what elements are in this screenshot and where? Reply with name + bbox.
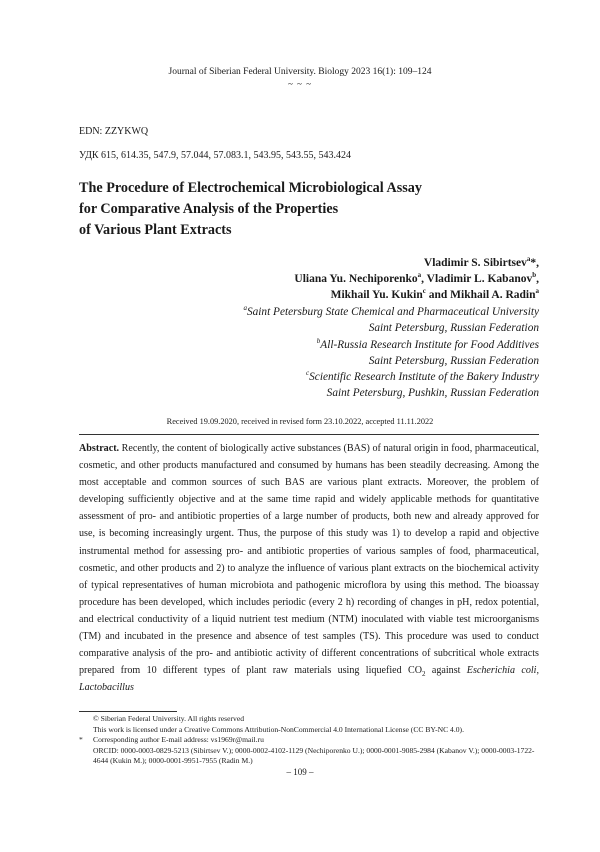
title-line: The Procedure of Electrochemical Microbiological Assay xyxy=(79,180,422,196)
abstract-species: Escherichia coli, Lactobacillus xyxy=(79,665,539,694)
affiliation-mark: b xyxy=(316,336,321,345)
author-name: Mikhail Yu. Kukin xyxy=(330,289,423,301)
abstract-tail: against xyxy=(425,665,467,677)
footnote xyxy=(79,746,539,767)
edn-code: EDN: ZZYKWQ xyxy=(79,126,149,137)
author-line xyxy=(119,255,539,271)
abstract-text: Recently, the content of biologically active substances (BAS) of natural origin in food, pharmaceutical, cosmetic, and other products manufactured and consumed by humans has been steadily decreasing. Among the most acceptable and common sources of such BAS are various plant extracts. Moreover, the problem of developing sufficiently objective and at the same time rapid and widely applicable methods for quantitative assessment of pro- and antibiotic properties of a large number of products, both new and already approved for use, is becoming increasingly urgent. Thus, the purpose of this study was 1) to develop a rapid and objective instrumental method for assessing pro- and antibiotic properties of various samples of food, pharmaceutical, cosmetic, and other products and 2) to analyze the influence of various plant extracts on the biochemical activity of typical representatives of human microbiota and pathogenic microflora by using this method. The bioassay procedure has been developed, which includes periodic (every 2 h) recording of changes in pH, redox potential, and electrical conductivity of a liquid nutrient test medium (NTM) inoculated with viable test microorganisms (TM) and incubated in the presence and absence of test samples (TS). This procedure was used to conduct comparative analysis of the pro- and antibiotic activity of different concentrations of subcritical whole extracts prepared from 10 different types of plant raw materials using liquefied CO xyxy=(79,443,539,677)
footnote: * Corresponding author E-mail address: vs1969r@mail.ru xyxy=(79,735,264,745)
corresponding-email: Corresponding author E-mail address: vs1969r@mail.ru xyxy=(93,735,264,745)
affiliation-org: $^c$Scientific Research Institute of the Bakery Industry xyxy=(306,369,539,384)
footnote-divider xyxy=(79,711,177,712)
author-separator: , xyxy=(421,273,427,285)
footnotes xyxy=(79,714,539,767)
abstract-subscript: 2 xyxy=(422,670,426,679)
affiliation-mark: c xyxy=(306,369,310,378)
affiliations xyxy=(79,304,539,402)
affiliation-mark: a xyxy=(243,304,247,313)
author-line xyxy=(119,271,539,287)
author-separator: , xyxy=(536,273,539,285)
author-name: Uliana Yu. Nechiporenko xyxy=(294,273,418,285)
affiliation-org: $^b$All-Russia Research Institute for Food Additives xyxy=(316,336,539,351)
author-affil-mark: a xyxy=(526,255,531,264)
udk-code: УДК 615, 614.35, 547.9, 57.044, 57.083.1, 543.95, 543.55, 543.424 xyxy=(79,150,352,161)
author-list xyxy=(119,255,539,303)
divider xyxy=(79,434,539,435)
corresponding-mark: *, xyxy=(530,257,539,269)
affiliation-city: Saint Petersburg, Pushkin, Russian Federation xyxy=(326,387,539,400)
journal-header: Journal of Siberian Federal University. Biology 2023 16(1): 109–124 xyxy=(168,67,432,77)
abstract-label: Abstract. xyxy=(79,443,120,454)
article-title xyxy=(79,178,499,241)
author-affil-mark: a xyxy=(535,287,539,296)
author-affil-mark: b xyxy=(532,271,537,280)
orcid-list: ORCID: 0000-0003-0829-5213 (Sibirtsev V.); 0000-0002-4102-1129 (Nechiporenko U.); 0000-0001-9085-2984 (Kabanov V.); 0000-0003-1722-4644 (Kukin M.); 0000-0001-9951-7955 (Radin M.) xyxy=(93,745,535,766)
author-affil-mark: c xyxy=(422,287,426,296)
author-name: Mikhail A. Radin xyxy=(450,289,536,301)
author-line xyxy=(119,287,539,303)
separator: ~ ~ ~ xyxy=(287,79,313,89)
author-name: Vladimir L. Kabanov xyxy=(426,273,533,285)
page-number: – 109 – xyxy=(286,767,314,777)
author-name: Vladimir S. Sibirtsev xyxy=(423,257,527,269)
title-line: of Various Plant Extracts xyxy=(79,222,232,238)
abstract xyxy=(79,440,539,696)
footnote: © Siberian Federal University. All rights reserved xyxy=(93,714,244,723)
affiliation-org: $^a$Saint Petersburg State Chemical and Pharmaceutical University xyxy=(243,304,539,318)
author-affil-mark: a xyxy=(417,271,422,280)
received-dates: Received 19.09.2020, received in revised form 23.10.2022, accepted 11.11.2022 xyxy=(166,417,434,426)
affiliation-city: Saint Petersburg, Russian Federation xyxy=(368,322,539,335)
footnote: This work is licensed under a Creative Commons Attribution-NonCommercial 4.0 International License (CC BY-NC 4.0). xyxy=(93,724,464,734)
affiliation-city: Saint Petersburg, Russian Federation xyxy=(368,354,539,367)
author-conjunction: and xyxy=(425,289,451,301)
title-line: for Comparative Analysis of the Properties xyxy=(79,201,339,217)
